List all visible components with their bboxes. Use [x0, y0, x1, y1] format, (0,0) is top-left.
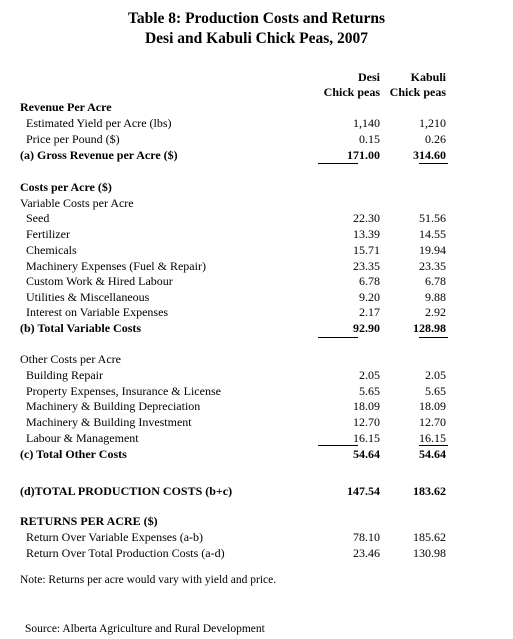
desi-value: 23.46	[353, 546, 380, 560]
row-label: Labour & Management	[26, 431, 139, 445]
table-row	[0, 132, 513, 147]
table-row	[0, 290, 513, 305]
row-label: (b) Total Variable Costs	[20, 321, 142, 335]
total-underline	[318, 163, 358, 164]
kabuli-value: 183.62	[413, 484, 446, 498]
table-row	[0, 116, 513, 131]
desi-value: 2.17	[359, 305, 380, 319]
table-row	[0, 259, 513, 274]
row-label: RETURNS PER ACRE ($)	[20, 514, 158, 528]
total-underline	[419, 163, 448, 164]
row-label: Chemicals	[26, 243, 77, 257]
column-header-desi-line2: Chick peas	[323, 85, 380, 99]
table-row	[0, 415, 513, 430]
desi-value: 1,140	[353, 116, 380, 130]
kabuli-value: 130.98	[413, 546, 446, 560]
desi-value: 13.39	[353, 227, 380, 241]
table-row	[0, 243, 513, 258]
total-underline	[318, 445, 358, 446]
row-label: Machinery & Building Depreciation	[26, 399, 201, 413]
kabuli-value: 2.05	[425, 368, 446, 382]
desi-value: 2.05	[359, 368, 380, 382]
kabuli-value: 9.88	[425, 290, 446, 304]
kabuli-value: 54.64	[419, 447, 446, 461]
row-label: Building Repair	[26, 368, 103, 382]
table-row	[0, 196, 513, 211]
kabuli-value: 19.94	[419, 243, 446, 257]
kabuli-value: 23.35	[419, 259, 446, 273]
desi-value: 54.64	[353, 447, 380, 461]
table-row	[0, 431, 513, 446]
row-label: Revenue Per Acre	[20, 100, 112, 114]
row-label: Machinery & Building Investment	[26, 415, 192, 429]
row-label: (d)TOTAL PRODUCTION COSTS (b+c)	[20, 484, 233, 498]
kabuli-value: 185.62	[413, 530, 446, 544]
desi-value: 9.20	[359, 290, 380, 304]
total-underline	[318, 337, 358, 338]
total-underline	[419, 445, 448, 446]
desi-value: 15.71	[353, 243, 380, 257]
desi-value: 22.30	[353, 211, 380, 225]
column-header-kabuli-line1: Kabuli	[410, 70, 446, 84]
table-row	[0, 100, 513, 115]
row-label: Variable Costs per Acre	[20, 196, 134, 210]
desi-value: 18.09	[353, 399, 380, 413]
row-label: Costs per Acre ($)	[20, 180, 112, 194]
row-label: Estimated Yield per Acre (lbs)	[26, 116, 172, 130]
table-row	[0, 399, 513, 414]
row-label: Return Over Variable Expenses (a-b)	[26, 530, 204, 544]
desi-value: 5.65	[359, 384, 380, 398]
kabuli-value: 1,210	[419, 116, 446, 130]
table-row	[0, 305, 513, 320]
kabuli-value: 14.55	[419, 227, 446, 241]
row-label: Other Costs per Acre	[20, 352, 121, 366]
kabuli-value: 128.98	[413, 321, 446, 335]
kabuli-value: 314.60	[413, 148, 446, 162]
desi-value: 6.78	[359, 274, 380, 288]
kabuli-value: 0.26	[425, 132, 446, 146]
table-subtitle: Desi and Kabuli Chick Peas, 2007	[144, 30, 369, 47]
desi-value: 147.54	[347, 484, 380, 498]
column-header-kabuli-line2: Chick peas	[389, 85, 446, 99]
table-row	[0, 514, 513, 529]
table-row	[0, 484, 513, 499]
kabuli-value: 18.09	[419, 399, 446, 413]
row-label: Fertilizer	[26, 227, 70, 241]
table-row	[0, 321, 513, 336]
row-label: (c) Total Other Costs	[20, 447, 127, 461]
desi-value: 23.35	[353, 259, 380, 273]
table-row	[0, 546, 513, 561]
desi-value: 92.90	[353, 321, 380, 335]
row-label: Property Expenses, Insurance & License	[26, 384, 221, 398]
table-title: Table 8: Production Costs and Returns	[127, 10, 386, 27]
row-label: Interest on Variable Expenses	[26, 305, 169, 319]
row-label: Price per Pound ($)	[26, 132, 120, 146]
table-row	[0, 227, 513, 242]
total-underline	[419, 337, 448, 338]
table-row	[0, 530, 513, 545]
table-source: Source: Alberta Agriculture and Rural Development	[25, 623, 265, 635]
table-row	[0, 368, 513, 383]
kabuli-value: 51.56	[419, 211, 446, 225]
column-header-kabuli	[368, 70, 446, 100]
table-note: Note: Returns per acre would vary with yield and price.	[20, 574, 277, 586]
row-label: Return Over Total Production Costs (a-d)	[26, 546, 225, 560]
row-label: Utilities & Miscellaneous	[26, 290, 150, 304]
table-row	[0, 180, 513, 195]
kabuli-value: 5.65	[425, 384, 446, 398]
table-row	[0, 447, 513, 462]
table-row	[0, 384, 513, 399]
kabuli-value: 12.70	[419, 415, 446, 429]
table-row	[0, 352, 513, 367]
desi-value: 171.00	[347, 148, 380, 162]
kabuli-value: 16.15	[419, 431, 446, 445]
table-row	[0, 148, 513, 163]
column-header-desi-line1: Desi	[358, 70, 380, 84]
table-row	[0, 274, 513, 289]
desi-value: 78.10	[353, 530, 380, 544]
desi-value: 16.15	[353, 431, 380, 445]
row-label: (a) Gross Revenue per Acre ($)	[20, 148, 178, 162]
kabuli-value: 2.92	[425, 305, 446, 319]
desi-value: 12.70	[353, 415, 380, 429]
table-row	[0, 211, 513, 226]
row-label: Seed	[26, 211, 50, 225]
desi-value: 0.15	[359, 132, 380, 146]
kabuli-value: 6.78	[425, 274, 446, 288]
row-label: Custom Work & Hired Labour	[26, 274, 173, 288]
row-label: Machinery Expenses (Fuel & Repair)	[26, 259, 206, 273]
